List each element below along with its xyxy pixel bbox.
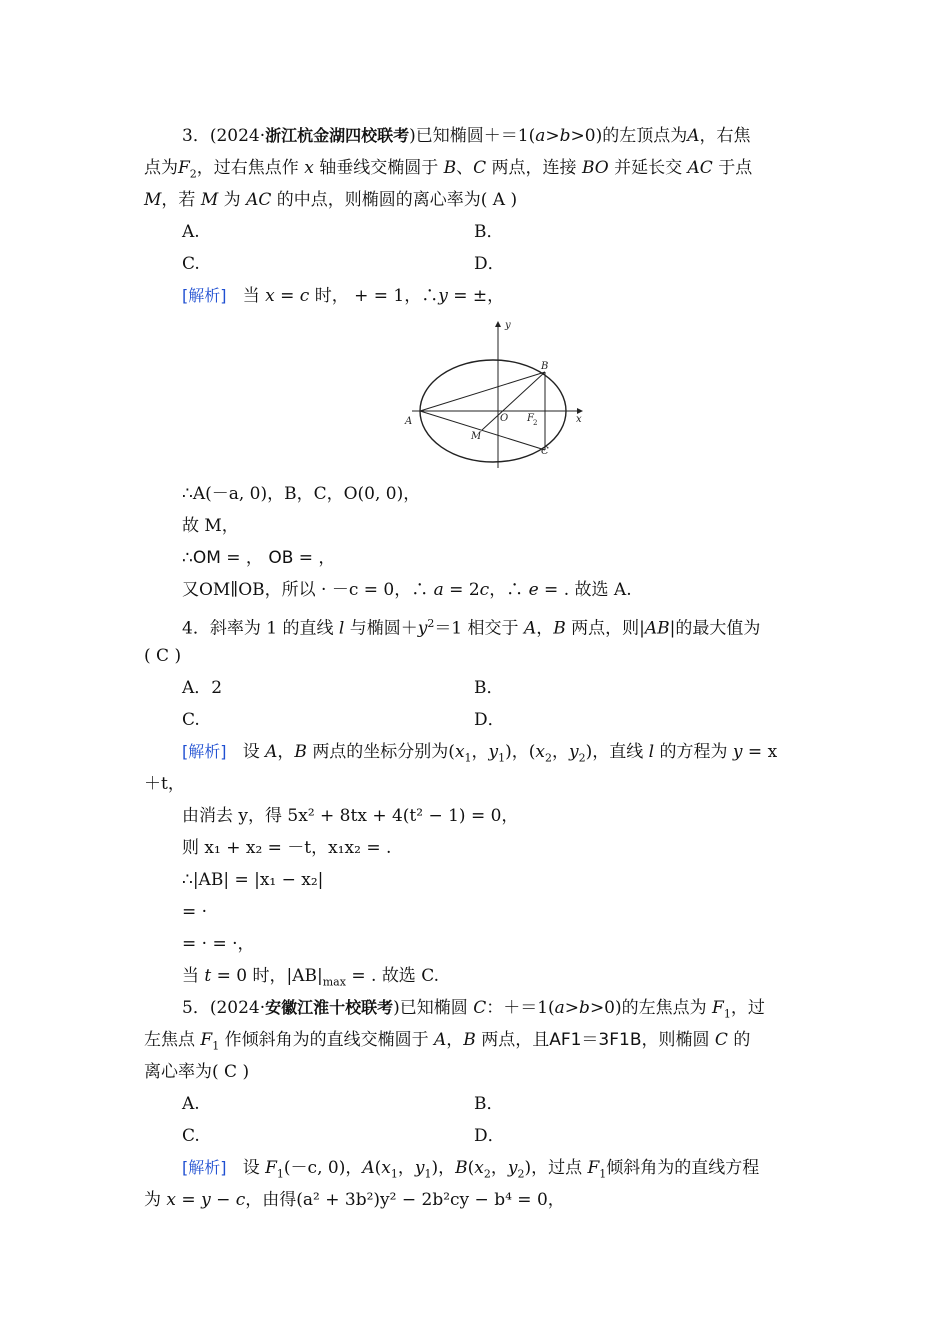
label-f2: F — [527, 413, 534, 424]
q3-option-d: D． — [474, 254, 505, 274]
q5-option-a: A. — [182, 1094, 200, 1114]
solution-tag: [解析] — [182, 742, 227, 761]
label-c: C — [541, 446, 549, 457]
label-x: x — [576, 414, 582, 425]
sol4-line-6: = · — [182, 902, 208, 922]
label-o: O — [500, 413, 509, 424]
q4-option-d: D． — [474, 710, 505, 730]
label-f2-sub: 2 — [533, 419, 538, 427]
q3-option-c: C. — [182, 254, 200, 274]
q5-line-3: 离心率为( C ) — [144, 1062, 250, 1082]
q4-line-1: 4．斜率为 1 的直线 l 与椭圆$+y^2=1$ 相交于 A，B 两点，则|AB|的最大值为 — [182, 617, 761, 639]
sol4-line-3: 由消去 y，得 5x² + 8tx + 4(t² − 1) = 0， — [182, 806, 519, 826]
sol4-line-1: [解析] 设 A，B 两点的坐标分别为($x_1$，$y_1$)，($x_2$，$y_2$)，直线 l 的方程为 y = x — [182, 742, 778, 765]
q3-source: 浙江杭金湖四校联考 — [265, 126, 410, 145]
solution-tag: [解析] — [182, 1158, 227, 1177]
segment-ab — [420, 372, 545, 411]
label-y: y — [505, 320, 511, 331]
q5-source: 安徽江淮十校联考 — [265, 998, 394, 1017]
q3-line-1: 3．(2024·浙江杭金湖四校联考)已知椭圆＋＝1(a>b>0)的左顶点为A，右焦 — [182, 126, 751, 146]
sol4-line-8: 当 t = 0 时，$|AB|_{max}$ = . 故选 C. — [182, 966, 440, 989]
q4-option-a: A．2 — [182, 678, 223, 698]
q5-line-2: 左焦点 $F_1$ 作倾斜角为的直线交椭圆于 A，B 两点，且AF1＝3F1B，则椭圆 C 的 — [144, 1030, 751, 1053]
ellipse-figure — [398, 318, 588, 470]
q4-line-2: ( C ) — [144, 646, 182, 666]
q3-option-b: B． — [474, 222, 504, 242]
sol3-line-5: 又OM∥OB，所以 · －c = 0，∴ a = 2c，∴ e = . 故选 A. — [182, 580, 632, 600]
sol3-line-4: ∴OM = ， OB = ， — [182, 548, 336, 568]
sol4-line-7: = · = ·， — [182, 934, 255, 954]
sol5-line-2: 为 x = y − c，由得(a² + 3b²)y² − 2b²cy − b⁴ = 0， — [144, 1190, 565, 1210]
q3-option-a: A. — [182, 222, 200, 242]
q3-line-2: 点为$F_2$，过右焦点作 x 轴垂线交椭圆于 B、C 两点，连接 BO 并延长交 AC 于点 — [144, 158, 753, 181]
q5-line-1: 5．(2024·安徽江淮十校联考)已知椭圆 C：＋＝1(a>b>0)的左焦点为 $F_1$，过 — [182, 998, 765, 1021]
sol5-line-1: [解析] 设 $F_1(-c$, 0)，$A(x_1$，$y_1$)，$B(x_2$，$y_2$)，过点 $F_1$倾斜角为的直线方程 — [182, 1158, 760, 1181]
label-m: M — [471, 431, 482, 442]
sol4-line-2: ＋t， — [144, 774, 185, 794]
q3-number: 3．(2024· — [182, 126, 266, 146]
label-b: B — [541, 361, 549, 372]
sol3-line-2: ∴A(－a, 0)，B，C，O(0, 0)， — [182, 484, 421, 504]
sol4-line-5: ∴|AB| = |x₁ − x₂| — [182, 870, 324, 890]
sol3-line-3: 故 M， — [182, 516, 239, 536]
q5-option-c: C. — [182, 1126, 200, 1146]
sol3-line-1: [解析] 当 x = c 时， + = 1，∴y = ±， — [182, 286, 505, 306]
q5-option-d: D． — [474, 1126, 505, 1146]
q4-option-c: C. — [182, 710, 200, 730]
q5-option-b: B． — [474, 1094, 504, 1114]
q4-option-b: B． — [474, 678, 504, 698]
label-a: A — [405, 416, 413, 427]
solution-tag: [解析] — [182, 286, 227, 305]
q3-line-3: M，若 M 为 AC 的中点，则椭圆的离心率为( A ) — [144, 190, 518, 210]
sol4-line-4: 则 x₁ + x₂ = －t，x₁x₂ = . — [182, 838, 392, 858]
